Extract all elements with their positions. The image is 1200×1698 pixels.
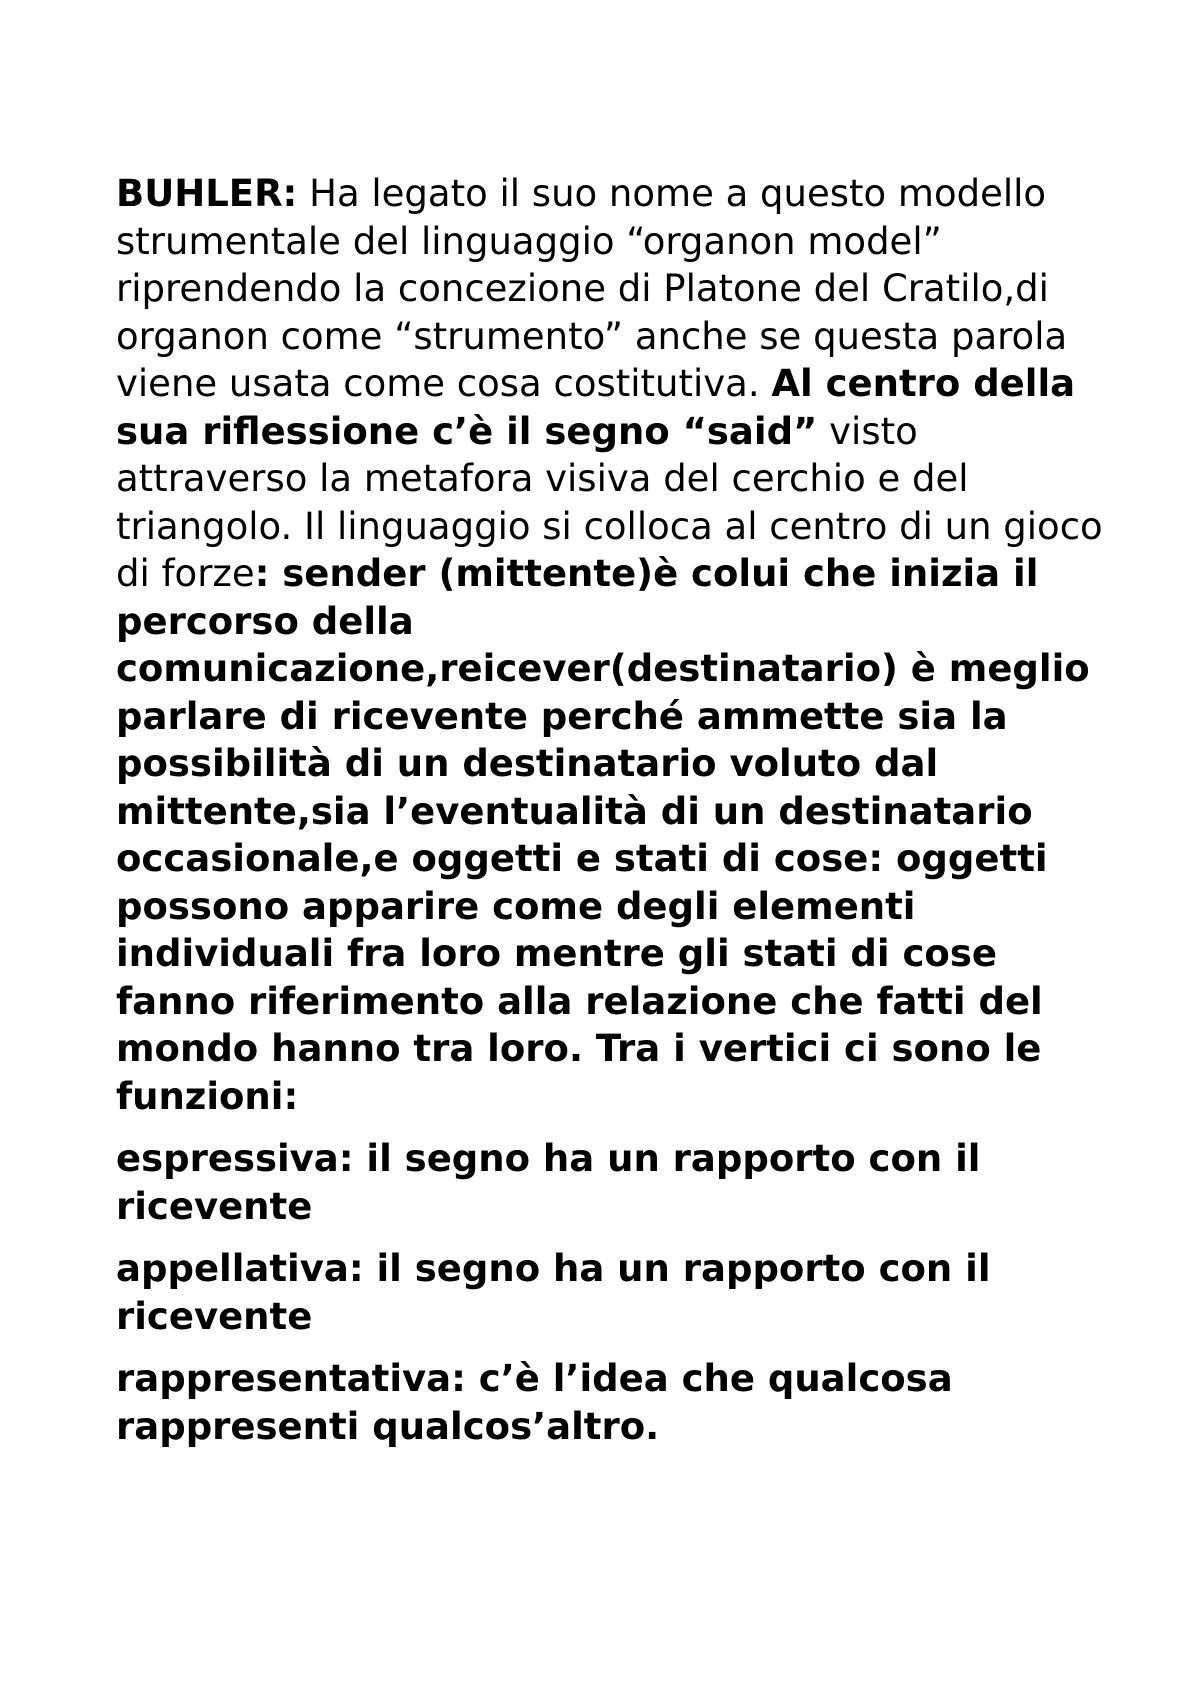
function-representative: rappresentativa: c’è l’idea che qualcosa rappresenti qualcos’altro. bbox=[116, 1357, 953, 1448]
intro-bold-2: : sender (mittente)è colui che inizia il percorso della comunicazione,reicever(destinatario) è meglio parlare di ricevente perché ammette sia la possibilità di un destinatario voluto dal mittente,sia l’eventualità di un destinatario occasionale,e oggetti e stati di cose: oggetti possono apparire come degli elementi individuali fra loro mentre gli stati di cose fanno riferimento alla relazione che fatti del mondo hanno tra loro. Tra i vertici ci sono le funzioni: bbox=[116, 552, 1090, 1118]
function-appellative: appellativa: il segno ha un rapporto con il ricevente bbox=[116, 1247, 991, 1338]
document-body bbox=[116, 170, 1106, 1450]
intro-bold-1: Al centro della sua riflessione c’è il segno “said” bbox=[116, 362, 1076, 453]
intro-paragraph bbox=[116, 170, 1106, 1120]
intro-text-2: visto attraverso la metafora visiva del cerchio e del triangolo. Il linguaggio si colloca al centro di un gioco di forze bbox=[116, 409, 1103, 595]
function-expressive: espressiva: il segno ha un rapporto con il ricevente bbox=[116, 1137, 981, 1228]
intro-text-1: Ha legato il suo nome a questo modello strumentale del linguaggio “organon model” riprendendo la concezione di Platone del Cratilo,di organon come “strumento” anche se questa parola viene usata come cosa costitutiva. bbox=[116, 172, 1068, 405]
author-label: BUHLER: bbox=[116, 172, 298, 215]
